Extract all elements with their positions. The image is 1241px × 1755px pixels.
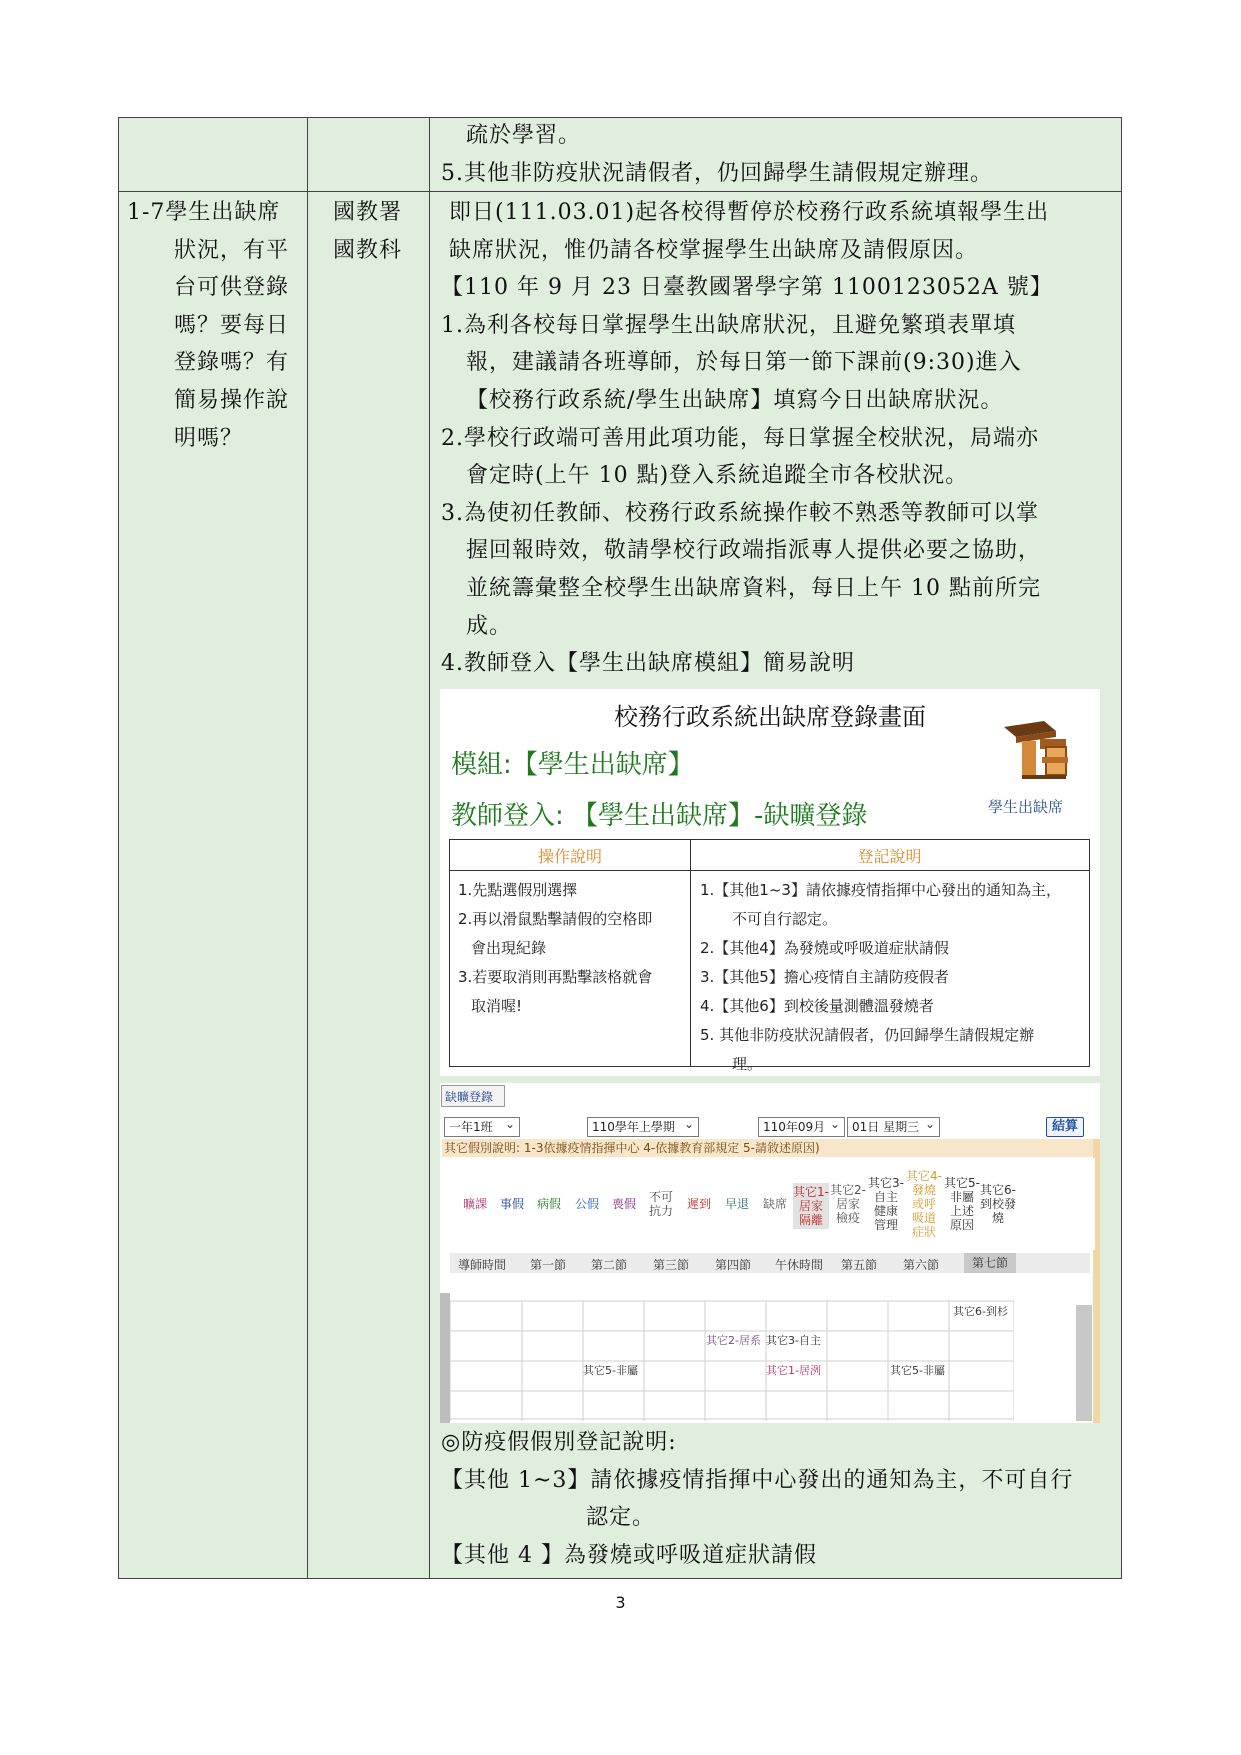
question-line: 台可供登錄 bbox=[174, 275, 290, 301]
leave-type-option[interactable]: 早退 bbox=[724, 1197, 749, 1211]
question-line: 狀況，有平 bbox=[174, 237, 290, 263]
answer-line: 即日(111.03.01)起各校得暫停於校務行政系統填報學生出 bbox=[449, 200, 1050, 225]
answer-line: ◎防疫假假別登記說明: bbox=[441, 1430, 677, 1455]
column-divider bbox=[307, 118, 308, 1578]
period-label: 第七節 bbox=[964, 1253, 1016, 1273]
answer-line: 會定時(上午 10 點)登入系統追蹤全市各校狀況。 bbox=[466, 463, 969, 489]
grid-cell[interactable]: 其它2-居系 bbox=[706, 1334, 761, 1347]
semester-select[interactable]: 110學年上學期 ⌄ bbox=[587, 1117, 699, 1137]
registration-line: 4.【其他6】到校後量測體溫發燒者 bbox=[700, 997, 934, 1015]
question-line: 登錄嗎？有 bbox=[174, 350, 290, 376]
registration-text bbox=[700, 876, 1061, 1079]
leave-type-note: 其它假別說明: 1-3依據疫情指揮中心 4-依據教育部規定 5-請敘述原因) bbox=[442, 1139, 1094, 1157]
answer-line: 並統籌彙整全校學生出缺席資料，每日上午 10 點前所完 bbox=[466, 575, 1041, 601]
calculate-button[interactable]: 結算 bbox=[1046, 1117, 1084, 1137]
registration-line: 5. 其他非防疫狀況請假者，仍回歸學生請假規定辦 bbox=[700, 1026, 1035, 1044]
period-label: 導師時間 bbox=[458, 1258, 507, 1272]
registration-line: 不可自行認定。 bbox=[732, 910, 838, 928]
answer-line: 成。 bbox=[466, 613, 513, 639]
operation-line: 1.先點選假別選擇 bbox=[458, 881, 578, 899]
module-title: 模組:【學生出缺席】 bbox=[451, 750, 694, 780]
operation-header: 操作說明 bbox=[537, 847, 602, 866]
leave-type-legend bbox=[450, 1158, 1095, 1250]
header-divider bbox=[450, 870, 1089, 871]
grid-cell[interactable]: 其它3-自主 bbox=[766, 1334, 821, 1347]
period-label: 第二節 bbox=[591, 1258, 628, 1272]
question-line: 明嗎？ bbox=[174, 425, 244, 451]
registration-line: 1.【其他1~3】請依據疫情指揮中心發出的通知為主， bbox=[700, 881, 1061, 899]
question-line: 簡易操作說 bbox=[174, 387, 290, 413]
month-select[interactable]: 110年09月 ⌄ bbox=[758, 1117, 845, 1137]
vertical-scrollbar[interactable] bbox=[1076, 1305, 1092, 1421]
period-label: 第一節 bbox=[530, 1258, 567, 1272]
registration-header: 登記說明 bbox=[857, 847, 922, 866]
leave-type-option[interactable]: 事假 bbox=[499, 1197, 524, 1211]
desk-icon-label: 學生出缺席 bbox=[988, 798, 1064, 816]
attendance-screen-image bbox=[440, 689, 1100, 1076]
period-label: 午休時間 bbox=[775, 1258, 824, 1272]
grid-cell[interactable]: 其它5-非屬 bbox=[583, 1364, 638, 1377]
operation-line: 會出現紀錄 bbox=[471, 939, 547, 957]
day-select[interactable]: 01日 星期三 ⌄ bbox=[847, 1117, 940, 1137]
answer-line: 4.教師登入【學生出缺席模組】簡易說明 bbox=[441, 651, 855, 677]
leave-type-option[interactable]: 其它2- 居家 檢疫 bbox=[830, 1183, 866, 1225]
answer-top-cell bbox=[441, 117, 993, 192]
grid-cell[interactable]: 其它5-非屬 bbox=[890, 1364, 945, 1377]
answer-line: 缺席狀況，惟仍請各校掌握學生出缺席及請假原因。 bbox=[449, 237, 979, 263]
leave-type-option[interactable]: 其它6- 到校發 燒 bbox=[980, 1183, 1017, 1225]
school-desk-icon bbox=[1000, 717, 1076, 787]
unit-line: 國教科 bbox=[333, 237, 403, 263]
grid-cell[interactable]: 其它1-居洌 bbox=[766, 1364, 821, 1377]
period-header-row bbox=[450, 1253, 1090, 1273]
question-line: 1-7學生出缺席 bbox=[127, 200, 281, 225]
answer-line: 【校務行政系統/學生出缺席】填寫今日出缺席狀況。 bbox=[466, 387, 1004, 413]
answer-line: 1.為利各校每日掌握學生出缺席狀況，且避免繁瑣表單填 bbox=[441, 312, 1016, 338]
grid-cell[interactable]: 其它6-到杉 bbox=[953, 1305, 1008, 1318]
period-label: 第五節 bbox=[841, 1258, 878, 1272]
period-label: 第六節 bbox=[903, 1258, 940, 1272]
period-label: 第三節 bbox=[653, 1258, 690, 1272]
operation-line: 3.若要取消則再點擊該格就會 bbox=[458, 968, 653, 986]
teacher-login-title: 教師登入: 【學生出缺席】-缺曠登錄 bbox=[451, 801, 868, 831]
absence-register-screen bbox=[440, 1083, 1100, 1423]
class-select[interactable]: 一年1班 ⌄ bbox=[444, 1117, 520, 1137]
leave-type-option[interactable]: 其它3- 自主 健康 管理 bbox=[868, 1176, 904, 1232]
period-label: 第四節 bbox=[715, 1258, 752, 1272]
text-line: 5.其他非防疫狀況請假者，仍回歸學生請假規定辦理。 bbox=[441, 160, 993, 186]
answer-line: 2.學校行政端可善用此項功能，每日掌握全校狀況，局端亦 bbox=[441, 425, 1039, 451]
answer-line: 【其他 4 】為發燒或呼吸道症狀請假 bbox=[441, 1542, 817, 1568]
leave-type-option[interactable]: 其它5- 非屬 上述 原因 bbox=[944, 1176, 980, 1232]
operation-line: 2.再以滑鼠點擊請假的空格即 bbox=[458, 910, 653, 928]
attendance-grid bbox=[450, 1293, 1014, 1421]
question-line: 嗎？要每日 bbox=[174, 312, 290, 338]
leave-type-option[interactable]: 遲到 bbox=[686, 1197, 711, 1211]
operation-text bbox=[458, 876, 652, 1021]
leave-type-option[interactable]: 其它4- 發燒 或呼 吸道 症狀 bbox=[906, 1169, 942, 1239]
answer-after-cell bbox=[441, 1424, 1073, 1574]
column-divider bbox=[690, 840, 691, 1066]
answer-line: 【110 年 9 月 23 日臺教國署學字第 1100123052A 號】 bbox=[441, 275, 1053, 301]
column-divider bbox=[429, 118, 430, 1578]
leave-type-option[interactable]: 不可 抗力 bbox=[648, 1190, 673, 1218]
leave-type-option[interactable]: 公假 bbox=[574, 1197, 599, 1211]
question-cell bbox=[127, 194, 289, 457]
leave-type-option[interactable]: 缺席 bbox=[762, 1197, 787, 1211]
operation-line: 取消喔! bbox=[471, 997, 523, 1015]
registration-line: 3.【其他5】擔心疫情自主請防疫假者 bbox=[700, 968, 949, 986]
leave-type-option[interactable]: 喪假 bbox=[611, 1197, 636, 1211]
answer-line: 報，建議請各班導師，於每日第一節下課前(9:30)進入 bbox=[466, 350, 1022, 376]
leave-type-option[interactable]: 其它1- 居家 隔離 bbox=[793, 1185, 829, 1227]
answer-line: 3.為使初任教師、校務行政系統操作較不熟悉等教師可以掌 bbox=[441, 500, 1039, 526]
absence-register-tab[interactable]: 缺曠登錄 bbox=[441, 1085, 505, 1107]
answer-line: 【其他 1~3】請依據疫情指揮中心發出的通知為主，不可自行 bbox=[441, 1467, 1074, 1493]
answer-line: 認定。 bbox=[586, 1505, 656, 1531]
page-number: 3 bbox=[615, 1593, 626, 1612]
unit-line: 國教署 bbox=[333, 200, 403, 225]
instruction-table bbox=[449, 839, 1090, 1073]
answer-cell bbox=[441, 194, 1053, 683]
leave-type-option[interactable]: 曠課 bbox=[462, 1197, 487, 1211]
screen-title: 校務行政系統出缺席登錄畫面 bbox=[614, 703, 926, 731]
answer-line: 握回報時效，敬請學校行政端指派專人提供必要之協助， bbox=[466, 538, 1042, 564]
left-scrollbar[interactable] bbox=[440, 1293, 450, 1423]
registration-line: 2.【其他4】為發燒或呼吸道症狀請假 bbox=[700, 939, 949, 957]
text-line: 疏於學習。 bbox=[466, 123, 582, 148]
leave-type-option[interactable]: 病假 bbox=[536, 1197, 561, 1211]
registration-line: 理。 bbox=[732, 1055, 763, 1073]
unit-cell bbox=[333, 194, 402, 269]
